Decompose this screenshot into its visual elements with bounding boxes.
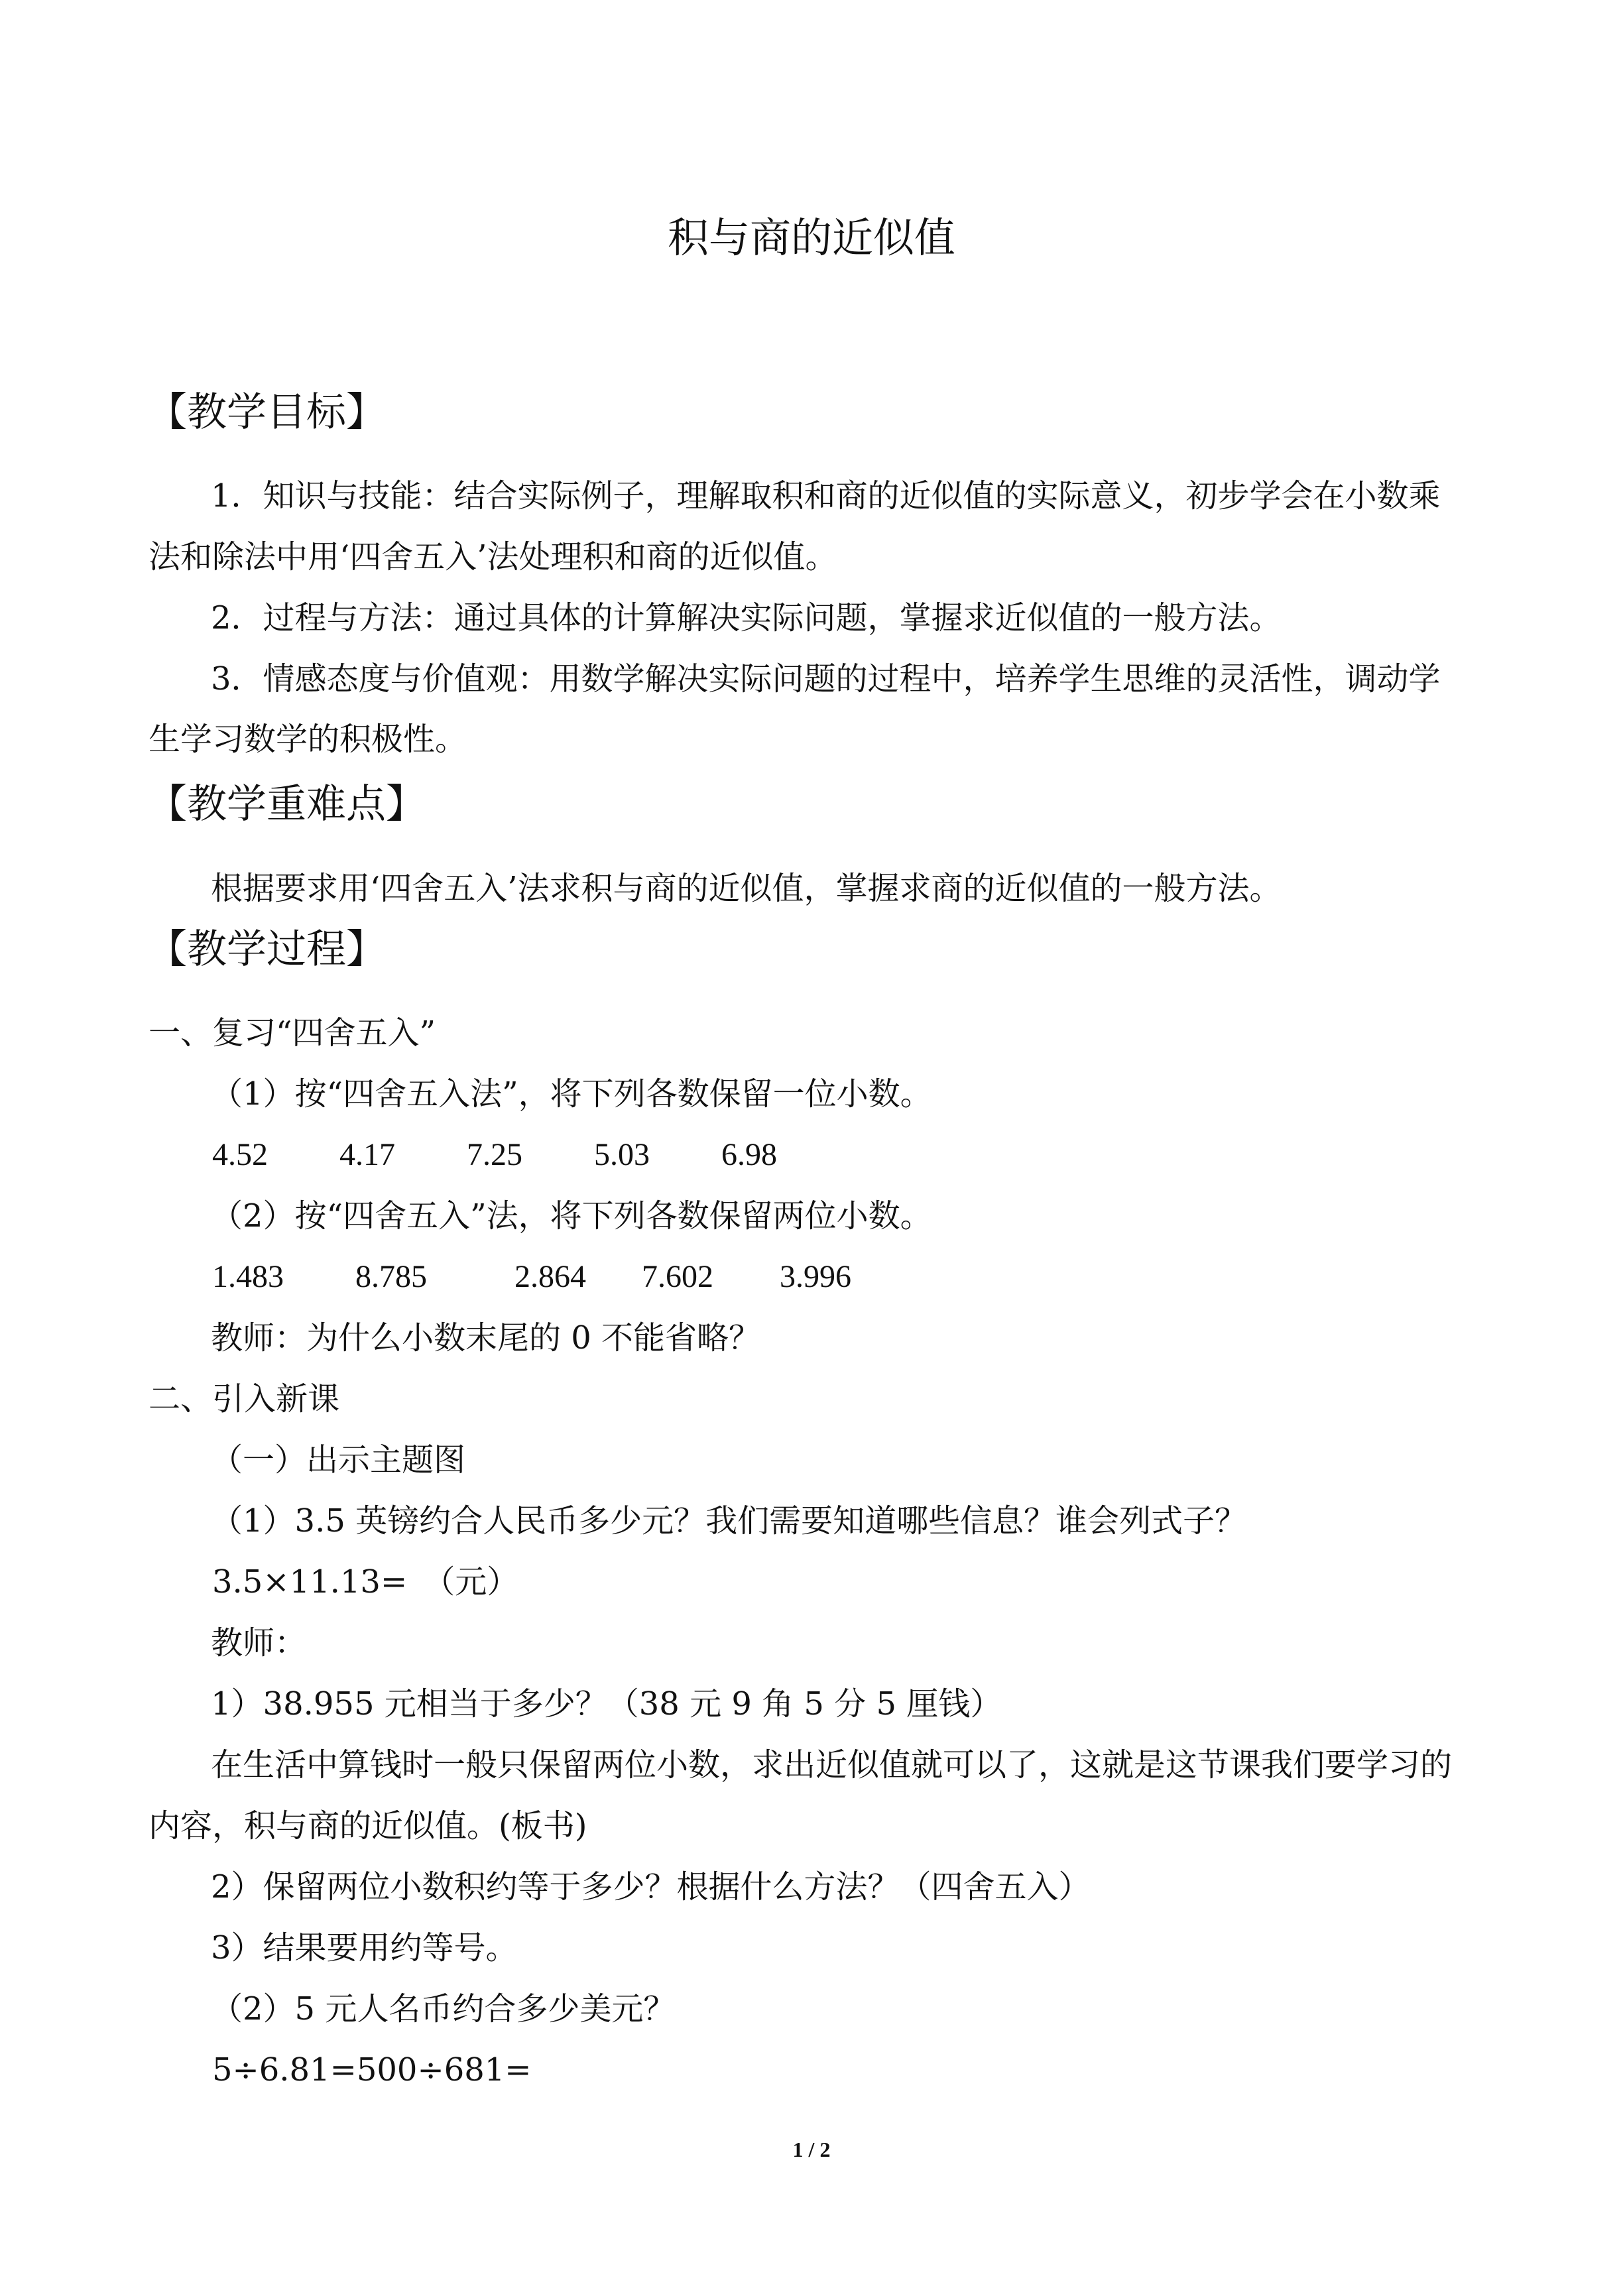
q1-number: 4.52 [212,1137,268,1172]
objective-1-line-2: 法和除法中用‘四舍五入’法处理积和商的近似值。 [149,538,837,575]
step-3: 3）结果要用约等号。 [211,1929,518,1966]
question-1: （1）按“四舍五入法”，将下列各数保留一位小数。 [211,1075,932,1113]
subsection-1: （一）出示主题图 [211,1441,466,1479]
problem-2: （2）5 元人名币约合多少美元？ [211,1990,676,2027]
objective-3-line-1: 3．情感态度与价值观：用数学解决实际问题的过程中，培养学生思维的灵活性，调动学 [211,660,1441,697]
q1-number: 6.98 [721,1137,777,1172]
objective-1-line-1: 1．知识与技能：结合实际例子，理解取积和商的近似值的实际意义，初步学会在小数乘 [211,477,1441,514]
section-heading-objectives: 【教学目标】 [147,389,386,436]
step-2: 2）保留两位小数积约等于多少？根据什么方法？（四舍五入） [211,1868,1091,1905]
formula-2: 5÷6.81=500÷681= [212,2051,532,2088]
problem-1: （1）3.5 英镑约合人民币多少元？我们需要知道哪些信息？谁会列式子？ [211,1502,1247,1540]
q2-number: 8.785 [355,1259,427,1294]
q2-number: 7.602 [642,1259,713,1294]
q1-number: 7.25 [467,1137,522,1172]
section-heading-process: 【教学过程】 [147,926,386,973]
section-heading-keypoints: 【教学重难点】 [147,781,426,827]
step-1: 1）38.955 元相当于多少？（38 元 9 角 5 分 5 厘钱） [211,1685,1002,1722]
teacher-label: 教师： [211,1624,307,1662]
q2-number: 2.864 [514,1259,586,1294]
teacher-question: 教师：为什么小数末尾的 0 不能省略？ [211,1319,761,1357]
part-2-heading: 二、引入新课 [149,1380,340,1418]
page-number: 1 / 2 [792,2138,831,2161]
q1-number: 4.17 [339,1137,395,1172]
question-2: （2）按“四舍五入”法，将下列各数保留两位小数。 [211,1197,932,1235]
formula-1: 3.5×11.13= （元） [212,1563,519,1601]
q2-number: 3.996 [780,1259,851,1294]
part-1-heading: 一、复习“四舍五入” [149,1014,436,1052]
keypoints-text: 根据要求用‘四舍五入’法求积与商的近似值，掌握求商的近似值的一般方法。 [211,870,1282,907]
explanation-line-2: 内容，积与商的近似值。(板书) [149,1807,587,1844]
page-title: 积与商的近似值 [667,213,955,262]
q1-number: 5.03 [594,1137,650,1172]
objective-3-line-2: 生学习数学的积极性。 [149,721,467,758]
explanation-line-1: 在生活中算钱时一般只保留两位小数，求出近似值就可以了，这就是这节课我们要学习的 [211,1746,1453,1783]
q2-number: 1.483 [212,1259,284,1294]
objective-2: 2．过程与方法：通过具体的计算解决实际问题，掌握求近似值的一般方法。 [211,599,1282,636]
